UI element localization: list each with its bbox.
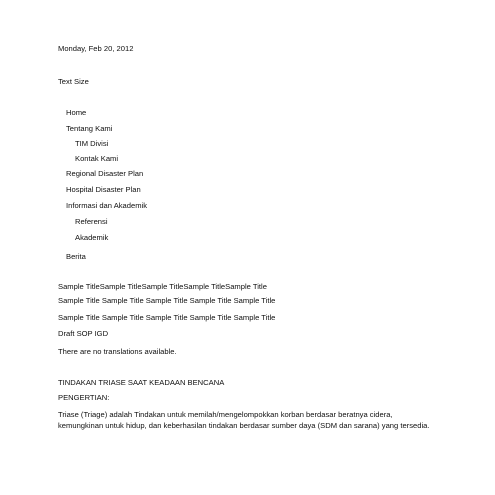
nav-item-berita[interactable]: Berita — [66, 252, 86, 261]
nav-item-home[interactable]: Home — [66, 108, 87, 117]
sample-title-line-1[interactable]: Sample TitleSample TitleSample TitleSample TitleSample Title — [58, 282, 267, 291]
draft-sop-igd-link[interactable]: Draft SOP IGD — [58, 329, 109, 338]
nav-item-tim-divisi[interactable]: TIM Divisi — [75, 139, 109, 148]
nav-item-regional-disaster-plan[interactable]: Regional Disaster Plan — [66, 169, 144, 178]
article-heading: TINDAKAN TRIASE SAAT KEADAAN BENCANA — [58, 378, 225, 387]
nav-item-kontak-kami[interactable]: Kontak Kami — [75, 154, 119, 163]
article-subheading: PENGERTIAN: — [58, 393, 110, 402]
nav-item-hospital-disaster-plan[interactable]: Hospital Disaster Plan — [66, 185, 141, 194]
sample-title-line-2[interactable]: Sample Title Sample Title Sample Title Sample Title Sample Title — [58, 296, 276, 305]
article-body: Triase (Triage) adalah Tindakan untuk memilah/mengelompokkan korban berdasar beratnya cidera, kemungkinan untuk hidup, dan keberhasilan tindakan berdasar sumber daya (SDM dan sarana) yang tersedia. — [58, 410, 430, 430]
translation-notice: There are no translations available. — [58, 347, 177, 356]
nav-item-informasi-dan-akademik[interactable]: Informasi dan Akademik — [66, 201, 148, 210]
text-size-control[interactable]: Text Size — [58, 77, 89, 86]
date-label: Monday, Feb 20, 2012 — [58, 44, 134, 53]
sample-title-line-3[interactable]: Sample Title Sample Title Sample Title Sample Title Sample Title — [58, 313, 276, 322]
nav-item-referensi[interactable]: Referensi — [75, 217, 108, 226]
nav-item-tentang-kami[interactable]: Tentang Kami — [66, 124, 113, 133]
nav-item-akademik[interactable]: Akademik — [75, 233, 109, 242]
